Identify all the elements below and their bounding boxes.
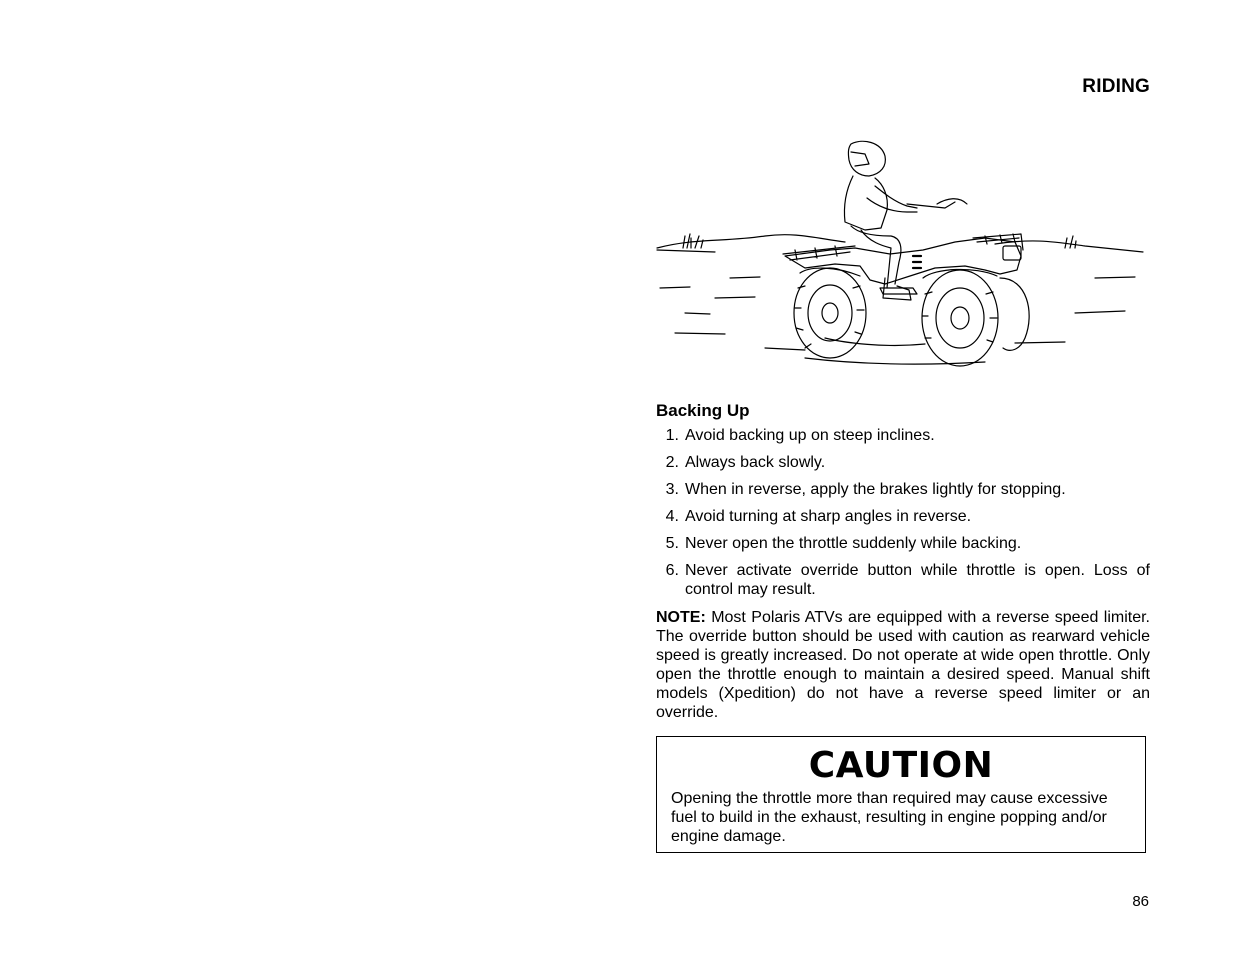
note-text: Most Polaris ATVs are equipped with a reverse speed limiter. The override button should be used with caution as rearward vehicle speed is greatly increased. Do not operate at wide open throttle. Only open the throttle enough to maintain a desired speed. Manual shift models (Xpedition) do not have a reverse speed limiter or an override. — [656, 609, 1151, 721]
step-number: 2. — [665, 454, 679, 471]
list-item — [656, 561, 1150, 599]
section-heading: Backing Up — [656, 401, 750, 420]
caution-text: Opening the throttle more than required may cause excessive fuel to build in the exhaust, resulting in engine popping and/or engine damage. — [671, 790, 1108, 845]
note-paragraph — [656, 608, 1150, 722]
backing-up-steps — [656, 426, 1150, 607]
step-text: When in reverse, apply the brakes lightly for stopping. — [685, 481, 1066, 498]
list-item — [656, 453, 1150, 472]
list-item — [656, 507, 1150, 526]
step-text: Avoid backing up on steep inclines. — [685, 427, 935, 444]
step-number: 1. — [665, 427, 679, 444]
step-text: Always back slowly. — [685, 454, 826, 471]
caution-box — [656, 736, 1146, 853]
step-text: Never activate override button while throttle is open. Loss of control may result. — [685, 562, 1150, 598]
atv-rider-illustration — [655, 138, 1145, 372]
list-item — [656, 480, 1150, 499]
note-label: NOTE: — [656, 609, 706, 626]
caution-title: CAUTION — [808, 745, 994, 786]
page-number: 86 — [1132, 893, 1149, 910]
step-number: 3. — [665, 481, 679, 498]
list-item — [656, 426, 1150, 445]
section-title: RIDING — [1082, 76, 1150, 97]
step-number: 4. — [665, 508, 679, 525]
step-text: Avoid turning at sharp angles in reverse. — [685, 508, 972, 525]
step-number: 5. — [665, 535, 679, 552]
step-text: Never open the throttle suddenly while backing. — [685, 535, 1022, 552]
step-number: 6. — [665, 562, 679, 579]
list-item — [656, 534, 1150, 553]
